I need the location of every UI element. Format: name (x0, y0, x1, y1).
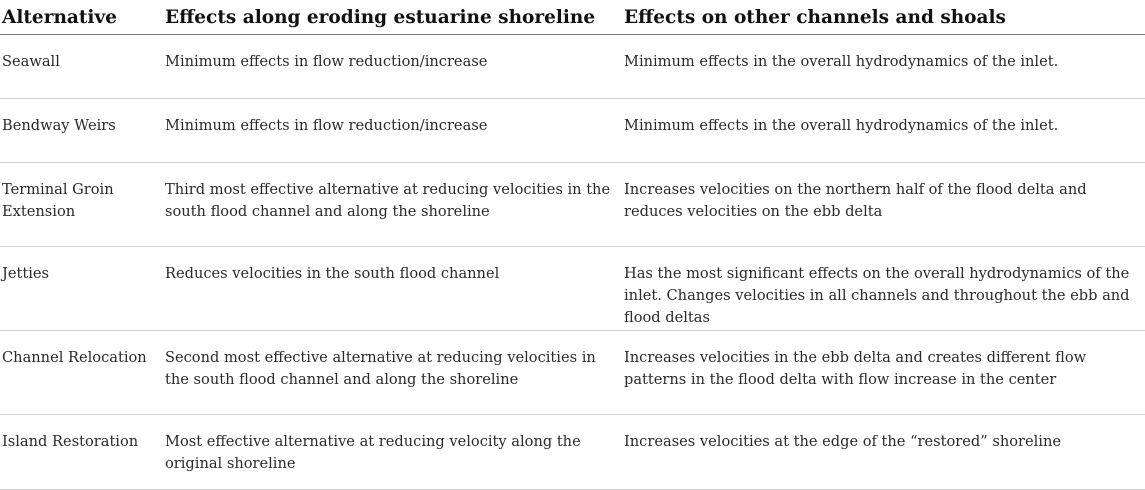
cell-alternative: Bendway Weirs (0, 99, 162, 163)
header-row (0, 0, 1145, 35)
cell-channel-effect: Increases velocities in the ebb delta and creates different flow patterns in the flood delta with flow increase in the center (621, 331, 1145, 415)
table-row (0, 331, 1145, 415)
cell-shoreline-effect: Reduces velocities in the south flood channel (162, 247, 621, 331)
cell-channel-effect: Minimum effects in the overall hydrodynamics of the inlet. (621, 99, 1145, 163)
cell-alternative: Terminal Groin Extension (0, 163, 162, 247)
cell-shoreline-effect: Most effective alternative at reducing velocity along the original shoreline (162, 415, 621, 490)
cell-channel-effect: Increases velocities at the edge of the “restored” shoreline (621, 415, 1145, 490)
table-row (0, 247, 1145, 331)
cell-alternative: Seawall (0, 35, 162, 99)
table-row (0, 99, 1145, 163)
cell-alternative: Channel Relocation (0, 331, 162, 415)
table-header (0, 0, 1145, 35)
cell-alternative: Jetties (0, 247, 162, 331)
cell-shoreline-effect: Minimum effects in flow reduction/increase (162, 99, 621, 163)
cell-channel-effect: Has the most significant effects on the overall hydrodynamics of the inlet. Changes velocities in all channels and throughout the ebb and flood deltas (621, 247, 1145, 331)
cell-alternative: Island Restoration (0, 415, 162, 490)
cell-shoreline-effect: Third most effective alternative at reducing velocities in the south flood channel and along the shoreline (162, 163, 621, 247)
header-shoreline-effects: Effects along eroding estuarine shoreline (162, 0, 621, 35)
cell-shoreline-effect: Minimum effects in flow reduction/increase (162, 35, 621, 99)
cell-shoreline-effect: Second most effective alternative at reducing velocities in the south flood channel and along the shoreline (162, 331, 621, 415)
table-row (0, 415, 1145, 490)
table-row (0, 35, 1145, 99)
header-alternative: Alternative (0, 0, 162, 35)
table-row (0, 163, 1145, 247)
cell-channel-effect: Minimum effects in the overall hydrodynamics of the inlet. (621, 35, 1145, 99)
table-body (0, 35, 1145, 490)
cell-channel-effect: Increases velocities on the northern half of the flood delta and reduces velocities on the ebb delta (621, 163, 1145, 247)
header-channel-effects: Effects on other channels and shoals (621, 0, 1145, 35)
